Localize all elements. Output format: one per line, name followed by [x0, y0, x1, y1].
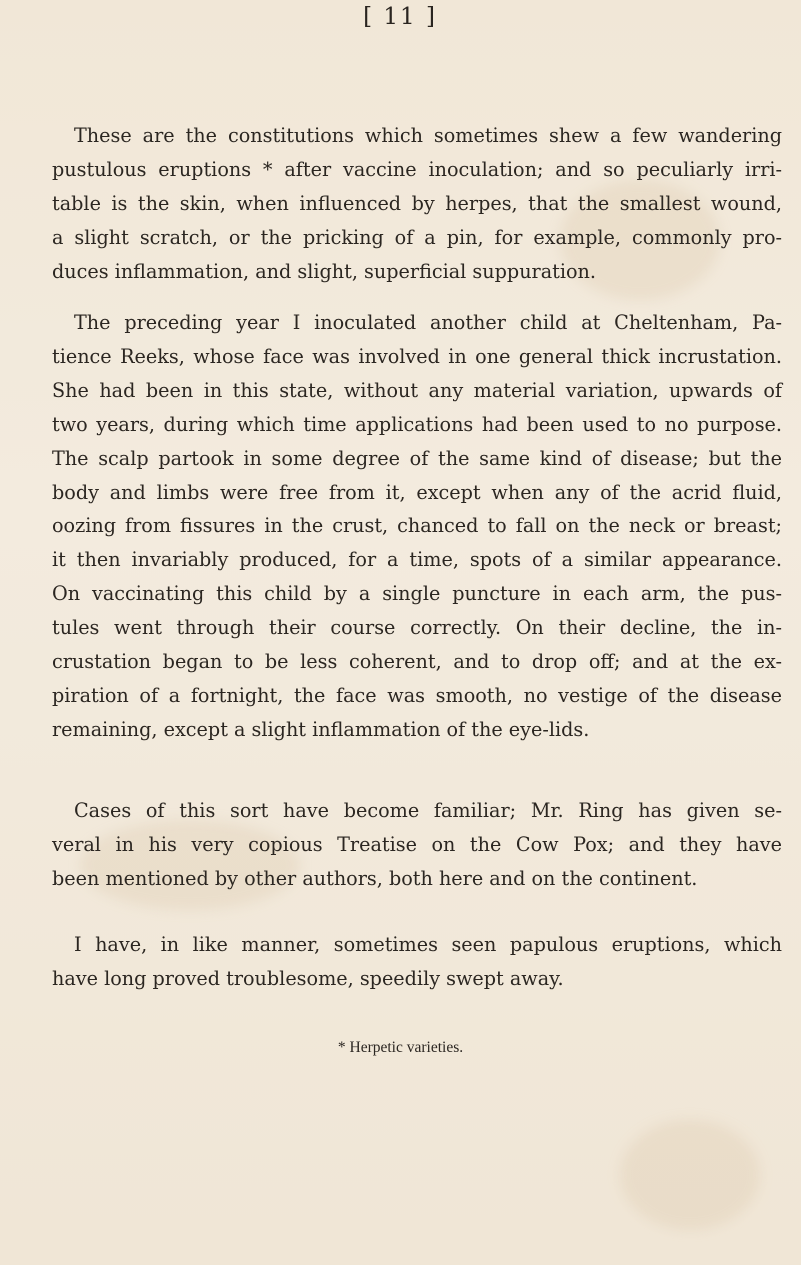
text-line: duces inflammation, and slight, superficial suppuration. — [52, 259, 597, 283]
text-line: The scalp partook in some degree of the same kind of disease; but the — [52, 446, 782, 470]
text-line: Cases of this sort have become familiar; Mr. Ring has given se- — [74, 799, 782, 822]
paragraph-3 — [52, 794, 782, 896]
text-line: remaining, except a slight inflammation of the eye-lids. — [52, 717, 590, 741]
text-line: tience Reeks, whose face was involved in one general thick incrustation. — [52, 344, 782, 368]
text-line: it then invariably produced, for a time, spots of a similar appearance. — [52, 548, 782, 572]
text-line: I have, in like manner, sometimes seen papulous eruptions, which — [74, 933, 782, 956]
text-line: These are the constitutions which sometimes shew a few wandering — [74, 124, 782, 147]
text-line: been mentioned by other authors, both here and on the continent. — [52, 866, 698, 890]
text-line: body and limbs were free from it, except when any of the acrid fluid, — [52, 480, 782, 504]
paragraph-2 — [52, 306, 782, 747]
text-line: tules went through their course correctly. On their decline, the in- — [52, 616, 782, 640]
text-line: The preceding year I inoculated another child at Cheltenham, Pa- — [74, 311, 782, 334]
text-line: crustation began to be less coherent, and to drop off; and at the ex- — [52, 650, 782, 674]
text-line: veral in his very copious Treatise on the Cow Pox; and they have — [52, 832, 782, 856]
footnote: * Herpetic varieties. — [337, 1039, 464, 1056]
paper-stain — [620, 1120, 760, 1230]
text-line: have long proved troublesome, speedily swept away. — [52, 966, 564, 990]
text-line: piration of a fortnight, the face was smooth, no vestige of the disease — [52, 683, 782, 707]
text-line: table is the skin, when influenced by herpes, that the smallest wound, — [52, 191, 782, 215]
paragraph-4 — [52, 928, 782, 996]
page-number: [ 11 ] — [363, 4, 437, 30]
text-line: two years, during which time applications had been used to no purpose. — [52, 412, 782, 436]
text-line: a slight scratch, or the pricking of a pin, for example, commonly pro- — [52, 225, 782, 249]
paragraph-1 — [52, 119, 782, 289]
text-line: She had been in this state, without any material variation, upwards of — [52, 378, 782, 402]
text-line: pustulous eruptions * after vaccine inoculation; and so peculiarly irri- — [52, 157, 782, 181]
text-line: oozing from fissures in the crust, chanced to fall on the neck or breast; — [52, 514, 782, 538]
text-line: On vaccinating this child by a single puncture in each arm, the pus- — [52, 582, 782, 606]
